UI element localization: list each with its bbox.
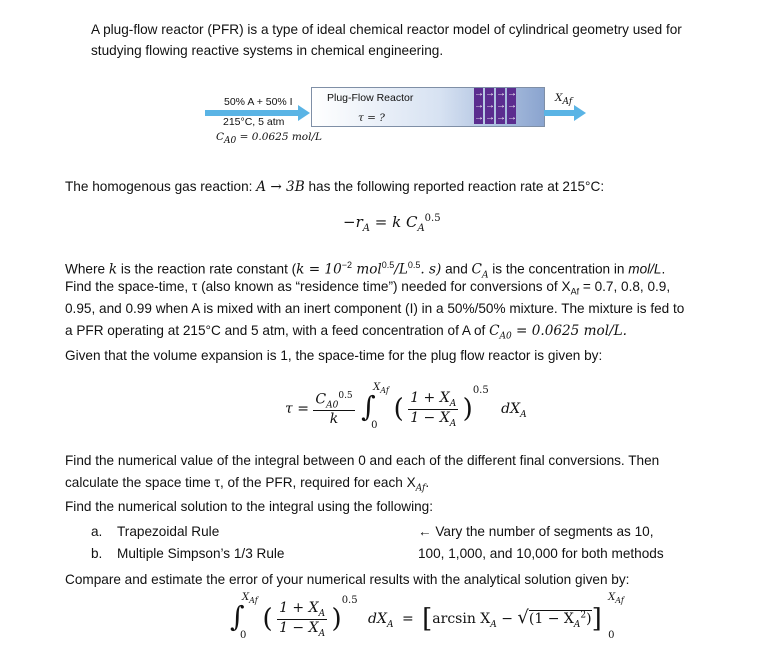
method-b-text: Multiple Simpson’s 1/3 Rule [117,546,285,561]
intro-line-1: A plug-flow reactor (PFR) is a type of ideal chemical reactor model of cylindrical geometry used for [91,22,682,37]
analytical-solution-equation: ∫ $X_{Af}$ 0 ( $\frac{1 + X_A}{1 - X_A}$ )$^{0.5}$ $dX_A = [\arcsin$ $X_A - √(1 - X_A^2)$] $X_{Af}$ 0 [230,592,624,641]
paragraph-line-1: Where k is the reaction rate constant ($k = 10^{-2}$ $mol^{0.5}/L^{0.5}$. s) and $C_A$ is the concentration in mol/L. [65,260,666,281]
instruction-line-3: Find the numerical solution to the integral using the following: [65,499,434,514]
reactor-label: Plug-Flow Reactor [327,92,414,104]
inlet-flow-arrow [205,110,299,116]
outlet-arrow-head-icon [574,105,586,121]
reactor-stripe [485,88,494,124]
reactor-tau-label: τ = ? [358,112,385,124]
outlet-conversion-label: $X_{Af}$ [555,92,573,108]
method-a-text: Trapezoidal Rule [117,524,220,539]
instruction-line-2: calculate the space time τ, of the PFR, required for each $X_{Af}$. [65,475,430,494]
stripe-arrow-icon: → → → [485,88,495,123]
paragraph-line-2: Find the space-time, τ (also known as “residence time”) needed for conversions of $X_{Af} = 0.7$, 0.8, 0.9, [65,279,671,297]
segments-note-line-2: 100, 1,000, and 10,000 for both methods [418,546,664,561]
paragraph-line-5: Given that the volume expansion is 1, the space-time for the plug flow reactor is given by: [65,348,603,363]
instruction-line-4: Compare and estimate the error of your numerical results with the analytical solution given by: [65,572,630,587]
paragraph-line-4: a PFR operating at 215°C and 5 atm, with a feed concentration of A of $C_{A0} = 0.0625$ mol/L. [65,323,628,342]
method-a-label: a. [91,524,103,539]
space-time-equation: τ = $\frac{C_{A0}^{0.5}}{k}$ ∫ $X_{Af}$ 0 ( $\frac{1 + X_A}{1 - X_A}$ )$^{0.5}$ $dX_A$ [285,382,527,431]
feed-conditions: 215°C, 5 atm [223,116,285,128]
outlet-flow-arrow [544,110,574,116]
rate-law-equation: $-r_A = k$ $C_A^{0.5}$ [343,213,441,234]
stripe-arrow-icon: → → → [507,88,517,123]
reaction-sentence: The homogenous gas reaction: A → 3B has the following reported reaction rate at 215°C: [65,179,605,195]
segments-note-line-1: ← Vary the number of segments as 10, [418,524,654,539]
inlet-arrow-head-icon [298,105,310,121]
reactor-stripe [496,88,505,124]
stripe-arrow-icon: → → → [496,88,506,123]
method-b-label: b. [91,546,103,561]
stripe-arrow-icon: → → → [474,88,484,123]
instruction-line-1: Find the numerical value of the integral between 0 and each of the different final conversions. Then [65,453,660,468]
reactor-stripe [507,88,516,124]
intro-line-2: studying flowing reactive systems in chemical engineering. [91,43,444,58]
reactor-stripe [474,88,483,124]
feed-composition: 50% A + 50% I [224,96,293,108]
feed-concentration: $C_{A0} = 0.0625$ mol/L [216,131,322,147]
paragraph-line-3: 0.95, and 0.99 when A is mixed with an inert component (I) in a 50%/50% mixture. The mixture is fed to [65,301,685,316]
